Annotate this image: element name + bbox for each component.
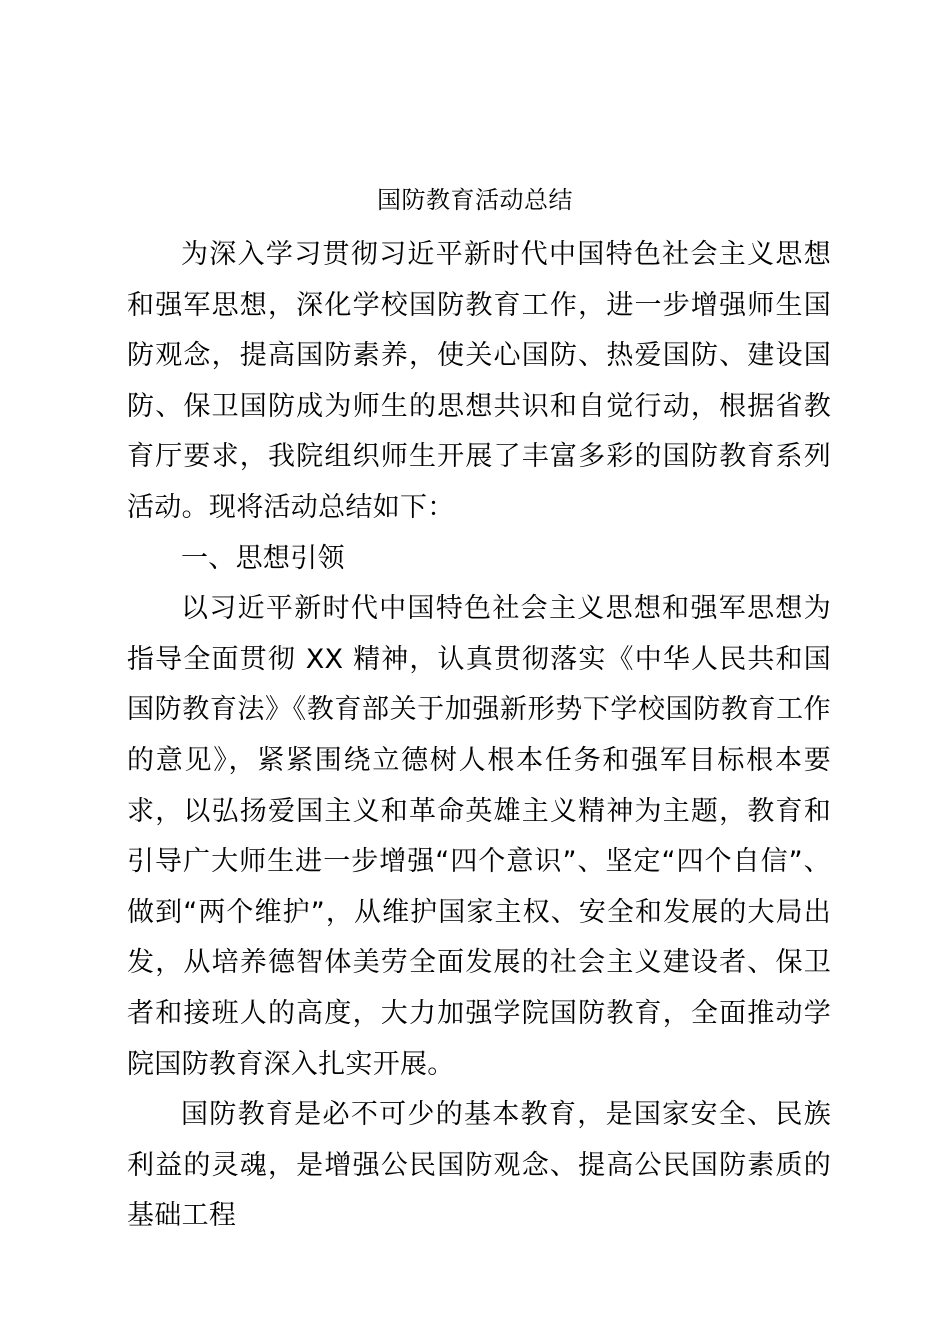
document-title: 国防教育活动总结	[377, 186, 573, 214]
paragraph-defense-education: 国防教育是必不可少的基本教育，是国家安全、民族利益的灵魂，是增强公民国防观念、提高公民国防素质的基础工程	[127, 1099, 831, 1232]
paragraph-guidance: 以习近平新时代中国特色社会主义思想和强军思想为指导全面贯彻 XX 精神，认真贯彻落实《中华人民共和国国防教育法》《教育部关于加强新形势下学校国防教育工作的意见》，紧紧围绕立德树人根本任务和强军目标根本要求，以弘扬爱国主义和革命英雄主义精神为主题，教育和引导广大师生进一步增强“四个意识”、坚定“四个自信”、做到“两个维护”，从维护国家主权、安全和发展的大局出发，从培养德智体美劳全面发展的社会主义建设者、保卫者和接班人的高度，大力加强学院国防教育，全面推动学院国防教育深入扎实开展。	[127, 593, 831, 1080]
document-body	[127, 230, 831, 1242]
section-heading-ideology: 一、思想引领	[181, 542, 345, 574]
paragraph-intro: 为深入学习贯彻习近平新时代中国特色社会主义思想和强军思想，深化学校国防教育工作，进一步增强师生国防观念，提高国防素养，使关心国防、热爱国防、建设国防、保卫国防成为师生的思想共识和自觉行动，根据省教育厅要求，我院组织师生开展了丰富多彩的国防教育系列活动。现将活动总结如下：	[127, 239, 831, 523]
